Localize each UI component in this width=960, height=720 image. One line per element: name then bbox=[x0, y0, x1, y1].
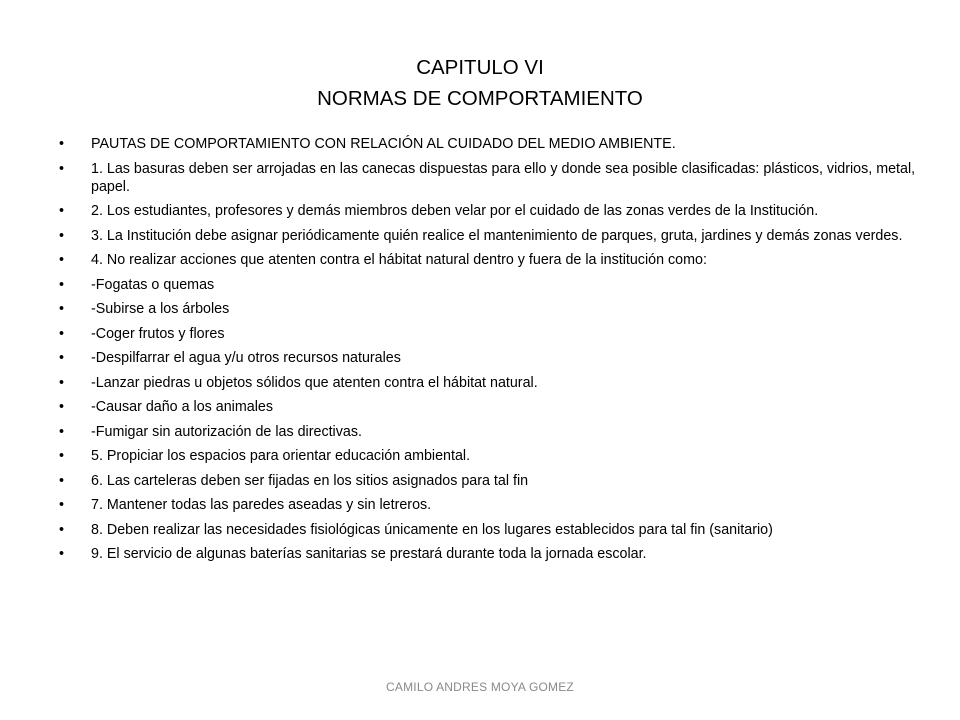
list-item-text: 8. Deben realizar las necesidades fisiológicas únicamente en los lugares establecidos para tal fin (sanitario) bbox=[91, 521, 773, 538]
slide-title bbox=[60, 52, 900, 114]
list-item-text: -Coger frutos y flores bbox=[91, 325, 225, 342]
bullet-icon: • bbox=[59, 546, 65, 562]
bullet-icon: • bbox=[59, 276, 65, 293]
bullet-icon: • bbox=[59, 521, 65, 538]
list-item bbox=[59, 251, 919, 269]
title-line-2: NORMAS DE COMPORTAMIENTO bbox=[317, 87, 643, 110]
footer-author: CAMILO ANDRES MOYA GOMEZ bbox=[386, 680, 574, 694]
list-item-text: 9. El servicio de algunas baterías sanitarias se prestará durante toda la jornada escolar. bbox=[91, 546, 647, 562]
list-item-text: 2. Los estudiantes, profesores y demás miembros deben velar por el cuidado de las zonas verdes de la Institución. bbox=[91, 203, 819, 219]
list-item-text: -Fumigar sin autorización de las directivas. bbox=[91, 423, 362, 440]
list-item bbox=[59, 398, 919, 416]
bullet-icon: • bbox=[59, 423, 65, 440]
list-item bbox=[59, 135, 919, 153]
list-item-text: -Subirse a los árboles bbox=[91, 301, 230, 317]
bullet-icon: • bbox=[59, 374, 65, 391]
list-item bbox=[59, 472, 919, 490]
bullet-icon: • bbox=[59, 325, 65, 342]
list-item bbox=[59, 447, 919, 465]
list-item-text: 5. Propiciar los espacios para orientar educación ambiental. bbox=[91, 448, 471, 464]
bullet-icon: • bbox=[59, 448, 65, 464]
list-item-text: -Despilfarrar el agua y/u otros recursos naturales bbox=[91, 350, 401, 366]
list-item-text: 7. Mantener todas las paredes aseadas y sin letreros. bbox=[91, 497, 432, 513]
list-item-text: PAUTAS DE COMPORTAMIENTO CON RELACIÓN AL CUIDADO DEL MEDIO AMBIENTE. bbox=[91, 136, 676, 152]
list-item bbox=[59, 202, 919, 220]
bullet-icon: • bbox=[59, 350, 65, 366]
bullet-list bbox=[59, 135, 919, 570]
list-item-text: -Causar daño a los animales bbox=[91, 399, 273, 415]
list-item-text: -Fogatas o quemas bbox=[91, 276, 215, 293]
list-item bbox=[59, 276, 919, 294]
list-item bbox=[59, 349, 919, 367]
list-item-text: 3. La Institución debe asignar periódicamente quién realice el mantenimiento de parques, gruta, jardines y demás zonas verdes. bbox=[91, 227, 903, 244]
bullet-icon: • bbox=[59, 160, 65, 177]
list-item bbox=[59, 300, 919, 318]
list-item bbox=[59, 521, 919, 539]
bullet-icon: • bbox=[59, 497, 65, 513]
title-line-1: CAPITULO VI bbox=[416, 56, 544, 79]
bullet-icon: • bbox=[59, 301, 65, 317]
list-item bbox=[59, 374, 919, 392]
list-item-text: 4. No realizar acciones que atenten contra el hábitat natural dentro y fuera de la institución como: bbox=[91, 252, 707, 268]
bullet-icon: • bbox=[59, 472, 65, 489]
list-item bbox=[59, 423, 919, 441]
bullet-icon: • bbox=[59, 252, 65, 268]
list-item bbox=[59, 160, 919, 196]
list-item-text: -Lanzar piedras u objetos sólidos que atenten contra el hábitat natural. bbox=[91, 374, 538, 391]
bullet-icon: • bbox=[59, 399, 65, 415]
list-item bbox=[59, 227, 919, 245]
list-item bbox=[59, 325, 919, 343]
bullet-icon: • bbox=[59, 136, 65, 152]
list-item bbox=[59, 545, 919, 563]
list-item bbox=[59, 496, 919, 514]
list-item-text: 6. Las carteleras deben ser fijadas en los sitios asignados para tal fin bbox=[91, 472, 529, 489]
list-item-text: 1. Las basuras deben ser arrojadas en las canecas dispuestas para ello y donde sea posible clasificadas: plásticos, vidrios, metal, papel. bbox=[91, 160, 916, 195]
bullet-icon: • bbox=[59, 227, 65, 244]
bullet-icon: • bbox=[59, 203, 65, 219]
